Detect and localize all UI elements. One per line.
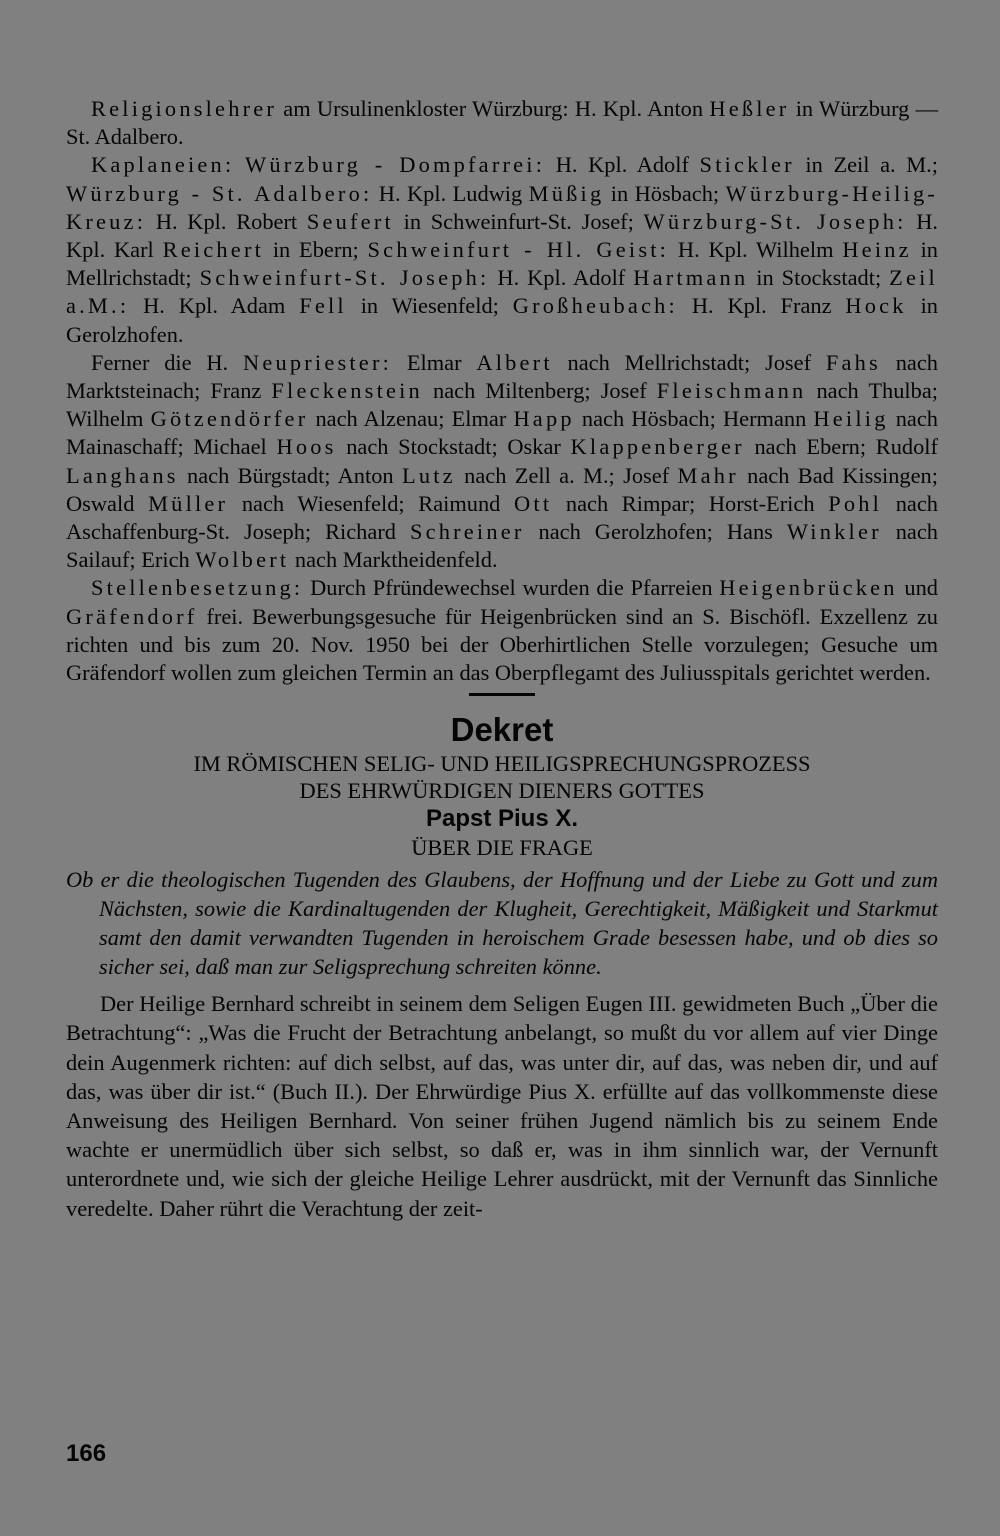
spaced-name: Mahr bbox=[677, 462, 739, 488]
text-run: H. Kpl. Robert bbox=[146, 208, 307, 234]
spaced-term: Neupriester: bbox=[242, 349, 393, 375]
text-run: Durch Pfründewechsel wurden die Pfarreien bbox=[303, 575, 720, 601]
spaced-place: Zeil a.M.: bbox=[66, 265, 938, 319]
spaced-name: Reichert bbox=[162, 237, 265, 263]
text-run: nach Bad Kissingen; Oswald bbox=[66, 462, 938, 516]
decree-title: Dekret bbox=[450, 711, 554, 749]
spaced-place: Großheubach: bbox=[512, 293, 678, 319]
text-run: nach Thulba; Wilhelm bbox=[66, 378, 938, 432]
text-run: H. Kpl. Adolf bbox=[545, 152, 700, 178]
text-run: H. Kpl. Ludwig bbox=[372, 180, 529, 206]
text-run: nach Gerolzhofen; Hans bbox=[524, 519, 787, 545]
text-run: nach Mainaschaff; Michael bbox=[66, 406, 938, 460]
text-run: in Hösbach; bbox=[604, 180, 726, 206]
text-run: in Stockstadt; bbox=[748, 265, 890, 291]
text-run: nach Rimpar; Horst-Erich bbox=[552, 490, 829, 516]
spaced-place: Schweinfurt-St. Joseph: bbox=[199, 265, 490, 291]
text-run: H. Kpl. Adolf bbox=[489, 265, 634, 291]
spaced-name: Fleischmann bbox=[656, 378, 807, 404]
decree-question bbox=[66, 865, 938, 981]
text-run: nach Miltenberg; Josef bbox=[422, 378, 657, 404]
text-run: H. Kpl. Adam bbox=[129, 293, 300, 319]
text-run: und bbox=[897, 575, 938, 601]
spaced-name: Hoos bbox=[276, 434, 337, 460]
spaced-term: Kaplaneien: bbox=[91, 152, 235, 178]
spaced-place: Würzburg-Heilig-Kreuz: bbox=[66, 180, 939, 234]
spaced-place: Würzburg - Dompfarrei: bbox=[245, 152, 546, 178]
spaced-term: Stellenbesetzung: bbox=[91, 575, 304, 601]
text-run: nach Zell a. M.; Josef bbox=[455, 462, 678, 488]
spaced-name: Hartmann bbox=[633, 265, 749, 291]
text-run bbox=[234, 152, 245, 177]
spaced-name: Müller bbox=[148, 490, 229, 516]
decree-heading bbox=[66, 710, 938, 861]
text-run: am Ursulinenkloster Würzburg: H. Kpl. Anton bbox=[277, 96, 710, 121]
spaced-place: Würzburg-St. Joseph: bbox=[643, 208, 907, 234]
spaced-name: Götzendörfer bbox=[150, 406, 309, 432]
text-run: H. Kpl. Franz bbox=[677, 293, 846, 319]
text-run: in Wiesenfeld; bbox=[346, 293, 513, 319]
decree-subject-name: Papst Pius X. bbox=[425, 805, 579, 833]
text-run: nach Marktheidenfeld. bbox=[289, 547, 498, 573]
spaced-name: Wolbert bbox=[195, 547, 290, 573]
spaced-place: Gräfendorf bbox=[66, 603, 198, 629]
text-run: nach Mellrichstadt; Josef bbox=[552, 349, 826, 375]
decree-subtitle-line-1: IM RÖMISCHEN SELIG- UND HEILIGSPRECHUNGSPROZESS bbox=[193, 751, 811, 777]
text-run: Ferner die H. bbox=[91, 349, 243, 375]
text-run: nach Aschaffenburg-St. Joseph; Richard bbox=[66, 490, 938, 545]
spaced-name: Winkler bbox=[786, 519, 882, 545]
decree-body bbox=[66, 989, 938, 1223]
spaced-name: Stickler bbox=[699, 152, 795, 178]
spaced-name: Langhans bbox=[66, 462, 179, 488]
spaced-name: Fahs bbox=[825, 349, 881, 375]
section-divider bbox=[469, 693, 535, 696]
text-run: nach Wiesenfeld; Raimund bbox=[228, 490, 515, 516]
spaced-name: Happ bbox=[513, 406, 575, 432]
text-run: nach Stockstadt; Oskar bbox=[336, 434, 571, 460]
text-run: nach Bürgstadt; Anton bbox=[178, 462, 402, 488]
spaced-name: Pohl bbox=[828, 490, 883, 516]
spaced-name: Fleckenstein bbox=[271, 378, 423, 404]
appointments-section bbox=[66, 95, 938, 687]
text-run: nach Hösbach; Hermann bbox=[574, 406, 814, 432]
spaced-place: Würzburg - St. Adalbero: bbox=[66, 180, 373, 206]
spaced-name: Fell bbox=[299, 293, 347, 319]
spaced-name: Ott bbox=[514, 490, 553, 516]
spaced-place: Heigenbrücken bbox=[719, 575, 898, 601]
paragraph-kaplaneien bbox=[66, 151, 938, 348]
spaced-name: Schreiner bbox=[409, 519, 525, 545]
text-run: nach Ebern; Rudolf bbox=[744, 434, 938, 460]
text-run: in Mellrichstadt; bbox=[66, 237, 938, 291]
decree-body-paragraph: Der Heilige Bernhard schreibt in seinem dem Seligen Eugen III. gewidmeten Buch „Über die Betrachtung“: „Was die Frucht der Betrachtung anbelangt, so mußt du vor allem auf vier Dinge dein Augenmerk richten: auf dich selbst, auf das, was unter dir, auf das, was neben dir, und auf das, was über dir ist.“ (Buch II.). Der Ehrwürdige Pius X. erfüllte auf das vollkommenste diese Anweisung des Heiligen Bernhard. Von seiner frühen Jugend nämlich bis zu seinem Ende wachte er unermüdlich über sich selbst, so daß er, was in ihm sinnlich war, der Vernunft unterordnete und, wie sich der gleiche Heilige Lehrer ausdrückt, mit der Vernunft das Sinnliche veredelte. Daher rührt die Verachtung der zeit- bbox=[66, 991, 938, 1221]
text-run: in Gerolzhofen. bbox=[66, 293, 939, 347]
text-run: in Schweinfurt-St. Josef; bbox=[393, 208, 644, 234]
decree-subtitle-line-2: DES EHRWÜRDIGEN DIENERS GOTTES bbox=[299, 778, 705, 804]
text-run: in Ebern; bbox=[264, 237, 368, 263]
decree-question-text: Ob er die theologischen Tugenden des Glaubens, der Hoffnung und der Liebe zu Gott und zum Nächsten, sowie die Kardinaltugenden der Klugheit, Gerechtigkeit, Mäßigkeit und Starkmut samt den damit verwandten Tugenden in heroischem Grade besessen habe, und ob dies so sicher sei, daß man zur Seligsprechung schreiten könne. bbox=[66, 867, 938, 980]
spaced-name: Albert bbox=[476, 349, 553, 375]
text-run: nach Alzenau; Elmar bbox=[308, 406, 514, 432]
spaced-name: Lutz bbox=[401, 462, 456, 488]
page-number: 166 bbox=[66, 1440, 107, 1467]
spaced-name: Heinz bbox=[842, 237, 912, 263]
spaced-name: Hock bbox=[845, 293, 907, 319]
text-run: H. Kpl. Wilhelm bbox=[669, 237, 843, 263]
paragraph-religionslehrer bbox=[66, 95, 938, 151]
decree-subtitle-line-3: ÜBER DIE FRAGE bbox=[411, 835, 593, 861]
spaced-name: Seufert bbox=[306, 208, 394, 234]
text-run: in Würzburg — St. Adalbero. bbox=[66, 96, 938, 150]
text-run: frei. Bewerbungsgesuche für Heigenbrücken sind an S. Bischöfl. Exzellenz zu richten und bis zum 20. Nov. 1950 bei der Oberhirtlichen Stelle vorzulegen; Gesuche um Gräfendorf wollen zum gleichen Termin an das Oberpflegamt des Juliusspitals gerichtet werden. bbox=[66, 603, 938, 686]
text-run: nach Marktsteinach; Franz bbox=[66, 349, 938, 404]
spaced-name: Heßler bbox=[709, 96, 790, 121]
paragraph-neupriester bbox=[66, 349, 938, 575]
spaced-name: Klappenberger bbox=[570, 434, 745, 460]
text-run: in Zeil a. M.; bbox=[794, 152, 938, 178]
paragraph-stellenbesetzung bbox=[66, 574, 938, 687]
spaced-name: Müßig bbox=[528, 180, 605, 206]
text-run: H. Kpl. Karl bbox=[66, 208, 938, 263]
text-run: Elmar bbox=[392, 349, 477, 375]
spaced-name: Heilig bbox=[813, 406, 889, 432]
text-run: nach Sailauf; Erich bbox=[66, 519, 938, 573]
spaced-term: Religionslehrer bbox=[91, 96, 278, 121]
spaced-place: Schweinfurt - Hl. Geist: bbox=[367, 237, 670, 263]
